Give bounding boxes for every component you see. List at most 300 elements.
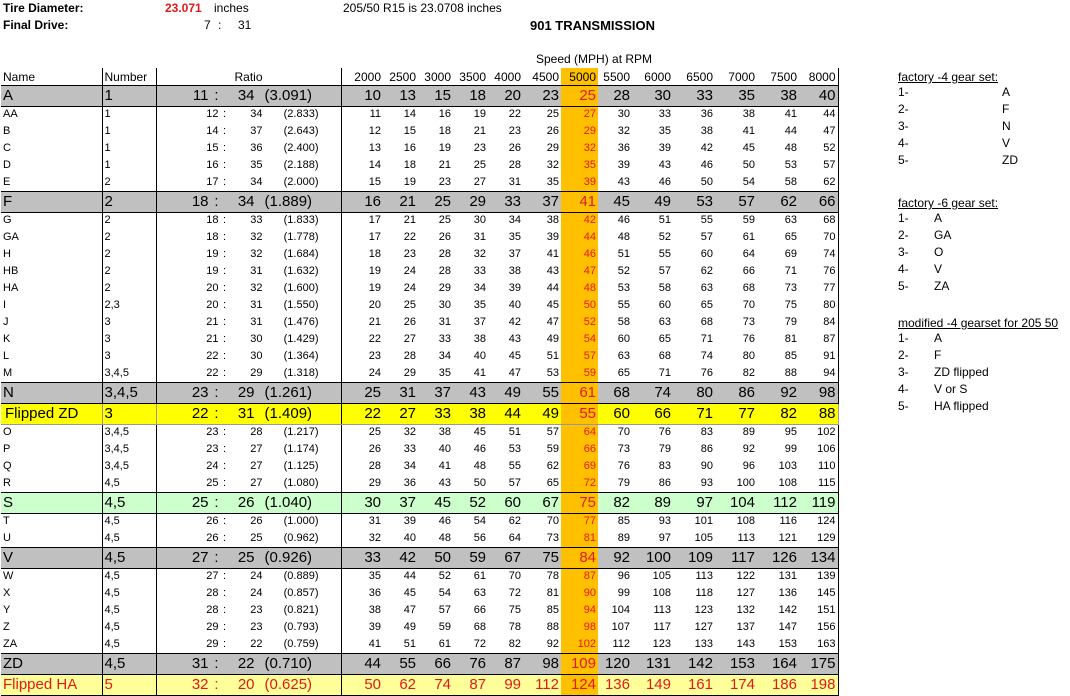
speed-cell-2000: 22 bbox=[341, 403, 383, 424]
speed-cell-2500: 44 bbox=[403, 570, 416, 583]
speed-cell-3500: 63 bbox=[473, 587, 486, 599]
speed-cell-4000: 75 bbox=[508, 604, 521, 616]
speed-cell-4000: 53 bbox=[508, 443, 521, 455]
speed-cell-5000: 54 bbox=[561, 331, 598, 348]
speed-cell-2500: 33 bbox=[403, 443, 416, 455]
speed-cell-3000: 61 bbox=[438, 637, 451, 650]
ratio-colon: : bbox=[214, 655, 219, 672]
speed-cell-7500: 186 bbox=[757, 674, 799, 695]
speed-cell-3000: 57 bbox=[438, 604, 451, 616]
speed-cell-2500: 21 bbox=[383, 191, 418, 212]
gear-ratio bbox=[156, 674, 341, 695]
gear-ratio bbox=[156, 475, 341, 492]
speed-cell-3000: 34 bbox=[438, 350, 451, 362]
gear-row[interactable] bbox=[1, 331, 838, 348]
ratio-parts bbox=[157, 158, 341, 173]
gear-set-slot: 3- bbox=[898, 119, 909, 133]
ratio-colon: : bbox=[214, 405, 219, 422]
speed-cell-8000: 198 bbox=[799, 674, 838, 695]
gear-row[interactable] bbox=[1, 547, 838, 568]
speed-cell-4500: 55 bbox=[523, 382, 561, 403]
gear-row[interactable] bbox=[1, 157, 838, 174]
speed-cell-8000: 145 bbox=[799, 585, 838, 602]
gear-row[interactable] bbox=[1, 475, 838, 492]
speed-cell-2500: 32 bbox=[403, 426, 416, 439]
ratio-driving-teeth: 22 bbox=[206, 366, 219, 379]
gear-name: N bbox=[1, 382, 102, 403]
speed-cell-7000: 117 bbox=[715, 547, 757, 568]
ratio-parts bbox=[157, 247, 341, 262]
gear-name: X bbox=[1, 585, 102, 602]
ratio-colon: : bbox=[222, 515, 227, 528]
ratio-decimal: (1.125) bbox=[283, 460, 319, 472]
ratio-colon: : bbox=[222, 621, 227, 633]
speed-cell-6000: 65 bbox=[658, 333, 671, 345]
gear-number: 3,4,5 bbox=[102, 365, 156, 382]
speed-cell-7500: 65 bbox=[784, 231, 797, 243]
column-header-rpm-3500: 3500 bbox=[453, 68, 488, 85]
gear-row[interactable] bbox=[1, 568, 838, 585]
gear-set-item bbox=[898, 152, 1018, 169]
ratio-colon: : bbox=[214, 193, 219, 210]
speed-cell-3000: 33 bbox=[438, 333, 451, 345]
ratio-parts bbox=[157, 107, 341, 122]
gear-name: HA bbox=[1, 280, 102, 297]
speed-cell-7000: 96 bbox=[742, 460, 755, 472]
gear-ratio bbox=[156, 157, 341, 174]
speed-cell-7500: 81 bbox=[784, 333, 797, 345]
gear-set-slot: 1- bbox=[898, 85, 909, 99]
speed-cell-6500: 97 bbox=[673, 492, 715, 513]
speed-cell-6500: 71 bbox=[673, 403, 715, 424]
speed-cell-8000: 87 bbox=[799, 331, 838, 348]
speed-cell-4000: 99 bbox=[488, 674, 523, 695]
speed-cell-6000: 39 bbox=[658, 142, 671, 154]
speed-cell-2500: 19 bbox=[403, 175, 416, 188]
speed-cell-4500: 25 bbox=[546, 108, 559, 121]
ratio-parts bbox=[157, 548, 341, 567]
speed-cell-4500: 47 bbox=[546, 316, 559, 328]
gear-row[interactable] bbox=[1, 297, 838, 314]
gear-name: W bbox=[1, 568, 102, 585]
speed-cell-7000: 108 bbox=[736, 515, 755, 528]
speed-cell-4500: 92 bbox=[546, 637, 559, 650]
speed-cell-3500: 34 bbox=[473, 282, 486, 294]
speed-cell-5500: 82 bbox=[598, 492, 632, 513]
gear-row[interactable] bbox=[1, 314, 838, 331]
gear-name: L bbox=[1, 348, 102, 365]
speed-cell-7000: 113 bbox=[737, 531, 755, 544]
speed-cell-8000: 163 bbox=[799, 636, 838, 653]
speed-cell-5000: 84 bbox=[561, 547, 598, 568]
speed-cell-3500: 61 bbox=[473, 570, 486, 583]
speed-cell-2500: 51 bbox=[403, 637, 416, 650]
speed-cell-2000: 23 bbox=[368, 350, 381, 362]
column-header-rpm-5500: 5500 bbox=[598, 68, 632, 85]
ratio-decimal: (1.364) bbox=[283, 350, 319, 362]
gear-set-item bbox=[898, 227, 998, 244]
speed-cell-8000: 151 bbox=[799, 602, 838, 619]
gear-row[interactable] bbox=[1, 674, 838, 695]
ratio-driving-teeth: 18 bbox=[191, 193, 209, 210]
gear-row[interactable] bbox=[1, 619, 838, 636]
speed-cell-3000: 74 bbox=[418, 674, 453, 695]
speed-cell-7000: 38 bbox=[742, 108, 755, 121]
gear-row[interactable] bbox=[1, 492, 838, 513]
gear-row[interactable] bbox=[1, 106, 838, 123]
speed-cell-3000: 38 bbox=[438, 426, 451, 439]
speed-cell-8000: 175 bbox=[799, 653, 838, 674]
speed-cell-3500: 66 bbox=[473, 604, 486, 616]
speed-cell-5500: 52 bbox=[617, 265, 630, 277]
speed-cell-6500: 46 bbox=[700, 159, 713, 171]
ratio-colon: : bbox=[222, 350, 227, 362]
gear-number: 4,5 bbox=[102, 492, 156, 513]
speed-cell-6000: 93 bbox=[658, 515, 671, 528]
gear-row[interactable] bbox=[1, 365, 838, 382]
ratio-driven-teeth: 22 bbox=[237, 655, 255, 672]
speed-cell-2500: 40 bbox=[403, 531, 416, 544]
gear-row[interactable] bbox=[1, 458, 838, 475]
ratio-decimal: (1.409) bbox=[264, 405, 313, 422]
ratio-driving-teeth: 22 bbox=[191, 405, 209, 422]
ratio-decimal: (0.962) bbox=[283, 531, 319, 544]
gear-number: 4,5 bbox=[102, 636, 156, 653]
ratio-decimal: (1.833) bbox=[283, 214, 319, 227]
ratio-driving-teeth: 25 bbox=[206, 476, 219, 489]
gear-ratio bbox=[156, 441, 341, 458]
speed-cell-3500: 33 bbox=[473, 265, 486, 277]
gear-row[interactable] bbox=[1, 280, 838, 297]
ratio-driving-teeth: 19 bbox=[206, 265, 219, 277]
speed-cell-6500: 57 bbox=[700, 231, 713, 243]
speed-cell-2000: 18 bbox=[368, 248, 381, 260]
speed-cell-4500: 53 bbox=[546, 366, 559, 379]
speed-cell-2000: 26 bbox=[368, 443, 381, 455]
speed-cell-6000: 57 bbox=[658, 265, 671, 277]
speed-cell-3000: 21 bbox=[438, 159, 451, 171]
speed-cell-7500: 82 bbox=[757, 403, 799, 424]
gear-ratio bbox=[156, 191, 341, 212]
gear-row[interactable] bbox=[1, 403, 838, 424]
gear-row[interactable] bbox=[1, 212, 838, 229]
ratio-parts bbox=[157, 586, 341, 601]
gear-row[interactable] bbox=[1, 653, 838, 674]
speed-cell-3500: 30 bbox=[473, 214, 486, 227]
column-header-rpm-4000: 4000 bbox=[488, 68, 523, 85]
speed-cell-2000: 38 bbox=[368, 604, 381, 616]
speed-cell-6500: 105 bbox=[694, 531, 713, 544]
gear-row[interactable] bbox=[1, 636, 838, 653]
ratio-decimal: (1.550) bbox=[283, 299, 319, 311]
speed-cell-2000: 17 bbox=[368, 231, 381, 243]
speed-cell-3500: 40 bbox=[473, 350, 486, 362]
gear-row[interactable] bbox=[1, 140, 838, 157]
gear-ratio bbox=[156, 403, 341, 424]
speed-cell-3500: 21 bbox=[473, 125, 486, 137]
speed-cell-2500: 27 bbox=[403, 333, 416, 345]
speed-cell-2000: 32 bbox=[368, 531, 381, 544]
gear-number: 5 bbox=[102, 674, 156, 695]
gear-ratio bbox=[156, 602, 341, 619]
speed-cell-8000: 88 bbox=[799, 403, 838, 424]
ratio-colon: : bbox=[222, 108, 227, 121]
gear-number: 1 bbox=[102, 157, 156, 174]
ratio-parts bbox=[157, 315, 341, 330]
gear-row[interactable] bbox=[1, 263, 838, 280]
speed-cell-6000: 117 bbox=[653, 621, 671, 633]
speed-cell-2000: 15 bbox=[368, 175, 381, 188]
speed-cell-4500: 59 bbox=[546, 443, 559, 455]
gear-set-gear: A bbox=[934, 331, 943, 345]
speed-cell-2000: 50 bbox=[341, 674, 383, 695]
ratio-driven-teeth: 27 bbox=[250, 460, 263, 472]
column-header-name: Name bbox=[1, 68, 102, 85]
gear-set-slot: 2- bbox=[898, 102, 909, 116]
speed-cell-5500: 32 bbox=[617, 125, 630, 137]
speed-cell-4000: 55 bbox=[508, 460, 521, 472]
speed-cell-6000: 89 bbox=[632, 492, 673, 513]
speed-cell-8000: 124 bbox=[799, 513, 838, 530]
ratio-driving-teeth: 14 bbox=[206, 125, 219, 137]
speed-cell-8000: 84 bbox=[799, 314, 838, 331]
speed-cell-3500: 59 bbox=[453, 547, 488, 568]
gear-set-slot: 2- bbox=[898, 348, 909, 362]
speed-cell-8000: 91 bbox=[799, 348, 838, 365]
ratio-decimal: (1.889) bbox=[264, 193, 313, 210]
speed-cell-7000: 86 bbox=[715, 382, 757, 403]
speed-cell-7000: 77 bbox=[715, 403, 757, 424]
speed-cell-3500: 45 bbox=[473, 426, 486, 439]
gear-row[interactable] bbox=[1, 585, 838, 602]
ratio-driving-teeth: 12 bbox=[206, 108, 219, 121]
gear-row[interactable] bbox=[1, 191, 838, 212]
gear-row[interactable] bbox=[1, 123, 838, 140]
gear-row[interactable] bbox=[1, 424, 838, 441]
ratio-driven-teeth: 23 bbox=[250, 621, 263, 633]
ratio-colon: : bbox=[222, 316, 227, 328]
gear-row[interactable] bbox=[1, 441, 838, 458]
ratio-driving-teeth: 22 bbox=[206, 350, 219, 362]
speed-cell-7000: 66 bbox=[742, 265, 755, 277]
ratio-driving-teeth: 21 bbox=[206, 333, 219, 345]
speed-cell-6500: 86 bbox=[700, 443, 713, 455]
speed-cell-5500: 76 bbox=[617, 460, 630, 472]
ratio-driving-teeth: 27 bbox=[191, 549, 209, 566]
gear-name: O bbox=[1, 424, 102, 441]
speed-cell-7000: 76 bbox=[742, 333, 755, 345]
ratio-decimal: (2.400) bbox=[283, 142, 319, 154]
speed-cell-3500: 43 bbox=[453, 382, 488, 403]
speed-cell-8000: 57 bbox=[799, 157, 838, 174]
speed-cell-4500: 32 bbox=[546, 159, 559, 171]
speed-cell-7000: 143 bbox=[736, 637, 755, 650]
gear-row[interactable] bbox=[1, 348, 838, 365]
speed-cell-4000: 38 bbox=[508, 265, 521, 277]
ratio-driven-teeth: 29 bbox=[250, 366, 263, 379]
column-header-rpm-5000: 5000 bbox=[561, 68, 598, 85]
ratio-decimal: (0.889) bbox=[283, 570, 319, 583]
speed-cell-6000: 113 bbox=[653, 604, 671, 616]
speed-cell-6500: 113 bbox=[695, 570, 713, 583]
speed-cell-5000: 35 bbox=[561, 157, 598, 174]
gear-set-slot: 4- bbox=[898, 262, 909, 276]
ratio-driven-teeth: 25 bbox=[250, 531, 263, 544]
speed-cell-5500: 60 bbox=[598, 403, 632, 424]
ratio-parts bbox=[157, 442, 341, 457]
gear-ratio bbox=[156, 123, 341, 140]
speed-cell-4500: 112 bbox=[523, 674, 561, 695]
speed-cell-5000: 87 bbox=[561, 568, 598, 585]
final-drive-separator: : bbox=[218, 18, 222, 32]
ratio-driving-teeth: 24 bbox=[206, 460, 219, 472]
ratio-parts bbox=[157, 213, 341, 228]
speed-cell-6500: 50 bbox=[700, 175, 713, 188]
gear-row[interactable] bbox=[1, 602, 838, 619]
ratio-colon: : bbox=[214, 494, 219, 511]
speed-cell-7000: 68 bbox=[742, 282, 755, 294]
gear-row[interactable] bbox=[1, 174, 838, 191]
speed-cell-3000: 25 bbox=[438, 214, 451, 227]
speed-cell-7500: 95 bbox=[784, 426, 797, 439]
gear-ratio bbox=[156, 492, 341, 513]
speed-cell-3000: 28 bbox=[438, 265, 451, 277]
speed-cell-5500: 136 bbox=[598, 674, 632, 695]
gear-ratio bbox=[156, 568, 341, 585]
speed-cell-6500: 42 bbox=[700, 142, 713, 154]
gear-number: 4,5 bbox=[102, 653, 156, 674]
gear-row[interactable] bbox=[1, 85, 838, 106]
final-drive-ring[interactable]: 31 bbox=[238, 18, 252, 32]
ratio-decimal: (1.600) bbox=[283, 282, 319, 294]
speed-cell-4000: 39 bbox=[508, 282, 521, 294]
speed-cell-4000: 78 bbox=[508, 621, 521, 633]
ratio-decimal: (1.476) bbox=[283, 316, 319, 328]
speed-cell-3500: 23 bbox=[473, 142, 486, 154]
speed-cell-7000: 137 bbox=[736, 621, 755, 633]
speed-cell-7500: 38 bbox=[757, 85, 799, 106]
speed-cell-5500: 79 bbox=[617, 476, 630, 489]
speed-cell-4500: 67 bbox=[523, 492, 561, 513]
ratio-colon: : bbox=[222, 460, 227, 472]
ratio-driven-teeth: 32 bbox=[250, 248, 263, 260]
speed-cell-4000: 82 bbox=[508, 637, 521, 650]
gear-number: 2 bbox=[102, 174, 156, 191]
speed-cell-5500: 60 bbox=[617, 333, 630, 345]
speed-cell-2000: 25 bbox=[368, 426, 381, 439]
speed-cell-8000: 52 bbox=[799, 140, 838, 157]
gear-row[interactable] bbox=[1, 246, 838, 263]
ratio-parts bbox=[157, 298, 341, 313]
speed-cell-7000: 153 bbox=[715, 653, 757, 674]
column-header-rpm-6500: 6500 bbox=[673, 68, 715, 85]
speed-cell-4000: 31 bbox=[508, 175, 521, 188]
speed-cell-4500: 75 bbox=[523, 547, 561, 568]
gear-row[interactable] bbox=[1, 513, 838, 530]
speed-cell-5000: 55 bbox=[561, 403, 598, 424]
speed-cell-6000: 43 bbox=[658, 159, 671, 171]
speed-cell-2000: 19 bbox=[368, 265, 381, 277]
speed-cell-5500: 99 bbox=[617, 587, 630, 599]
gear-ratio bbox=[156, 246, 341, 263]
ratio-driving-teeth: 28 bbox=[206, 604, 219, 616]
ratio-driven-teeth: 30 bbox=[250, 333, 263, 345]
ratio-driving-teeth: 28 bbox=[206, 587, 219, 599]
ratio-parts bbox=[157, 366, 341, 381]
ratio-colon: : bbox=[222, 265, 227, 277]
gear-number: 2,3 bbox=[102, 297, 156, 314]
gear-row[interactable] bbox=[1, 530, 838, 547]
gear-set-title: modified -4 gearset for 205 50 bbox=[898, 316, 1059, 330]
speed-cell-3000: 26 bbox=[438, 231, 451, 243]
ratio-decimal: (1.080) bbox=[283, 476, 319, 489]
speed-caption: Speed (MPH) at RPM bbox=[536, 52, 653, 66]
speed-cell-3500: 31 bbox=[473, 231, 486, 243]
ratio-parts bbox=[157, 637, 341, 652]
speed-cell-5000: 41 bbox=[561, 191, 598, 212]
column-header-rpm-2500: 2500 bbox=[383, 68, 418, 85]
gear-row[interactable] bbox=[1, 229, 838, 246]
gear-set-gear: ZA bbox=[934, 279, 950, 293]
speed-cell-8000: 102 bbox=[799, 424, 838, 441]
speed-cell-7000: 127 bbox=[736, 587, 755, 599]
gear-name: Q bbox=[1, 458, 102, 475]
final-drive-pinion[interactable]: 7 bbox=[204, 18, 211, 32]
speed-cell-4500: 39 bbox=[546, 231, 559, 243]
ratio-colon: : bbox=[222, 175, 227, 188]
speed-cell-5500: 48 bbox=[617, 231, 630, 243]
speed-cell-4500: 57 bbox=[546, 426, 559, 439]
speed-cell-2500: 27 bbox=[383, 403, 418, 424]
gear-set-gear: F bbox=[934, 348, 942, 362]
gear-name: Y bbox=[1, 602, 102, 619]
ratio-decimal: (2.000) bbox=[283, 175, 319, 188]
gear-name: T bbox=[1, 513, 102, 530]
gear-ratio bbox=[156, 382, 341, 403]
speed-cell-2500: 37 bbox=[383, 492, 418, 513]
speed-cell-6000: 149 bbox=[632, 674, 673, 695]
speed-cell-4500: 44 bbox=[546, 282, 559, 294]
ratio-driven-teeth: 25 bbox=[237, 549, 255, 566]
gear-set-slot: 3- bbox=[898, 365, 909, 379]
gear-number: 3 bbox=[102, 314, 156, 331]
speed-cell-2500: 31 bbox=[383, 382, 418, 403]
speed-cell-2500: 55 bbox=[383, 653, 418, 674]
speed-cell-6000: 74 bbox=[632, 382, 673, 403]
speed-cell-6000: 30 bbox=[632, 85, 673, 106]
ratio-parts bbox=[157, 264, 341, 279]
ratio-decimal: (0.821) bbox=[283, 604, 319, 616]
speed-cell-4500: 43 bbox=[546, 265, 559, 277]
gear-ratio bbox=[156, 619, 341, 636]
ratio-driven-teeth: 24 bbox=[250, 570, 263, 583]
speed-cell-7000: 45 bbox=[742, 142, 755, 154]
gear-set-slot: 2- bbox=[898, 228, 909, 242]
ratio-colon: : bbox=[222, 282, 227, 294]
gear-name: F bbox=[1, 191, 102, 212]
column-header-rpm-8000: 8000 bbox=[799, 68, 838, 85]
speed-cell-7000: 64 bbox=[742, 248, 755, 260]
speed-cell-3500: 87 bbox=[453, 674, 488, 695]
gear-ratio bbox=[156, 458, 341, 475]
tire-diameter-value[interactable]: 23.071 bbox=[165, 1, 202, 15]
gear-row[interactable] bbox=[1, 382, 838, 403]
speed-cell-4000: 42 bbox=[508, 316, 521, 328]
speed-cell-8000: 62 bbox=[799, 174, 838, 191]
speed-cell-4500: 88 bbox=[546, 621, 559, 633]
speed-cell-6000: 68 bbox=[658, 350, 671, 362]
speed-cell-6000: 76 bbox=[658, 426, 671, 439]
